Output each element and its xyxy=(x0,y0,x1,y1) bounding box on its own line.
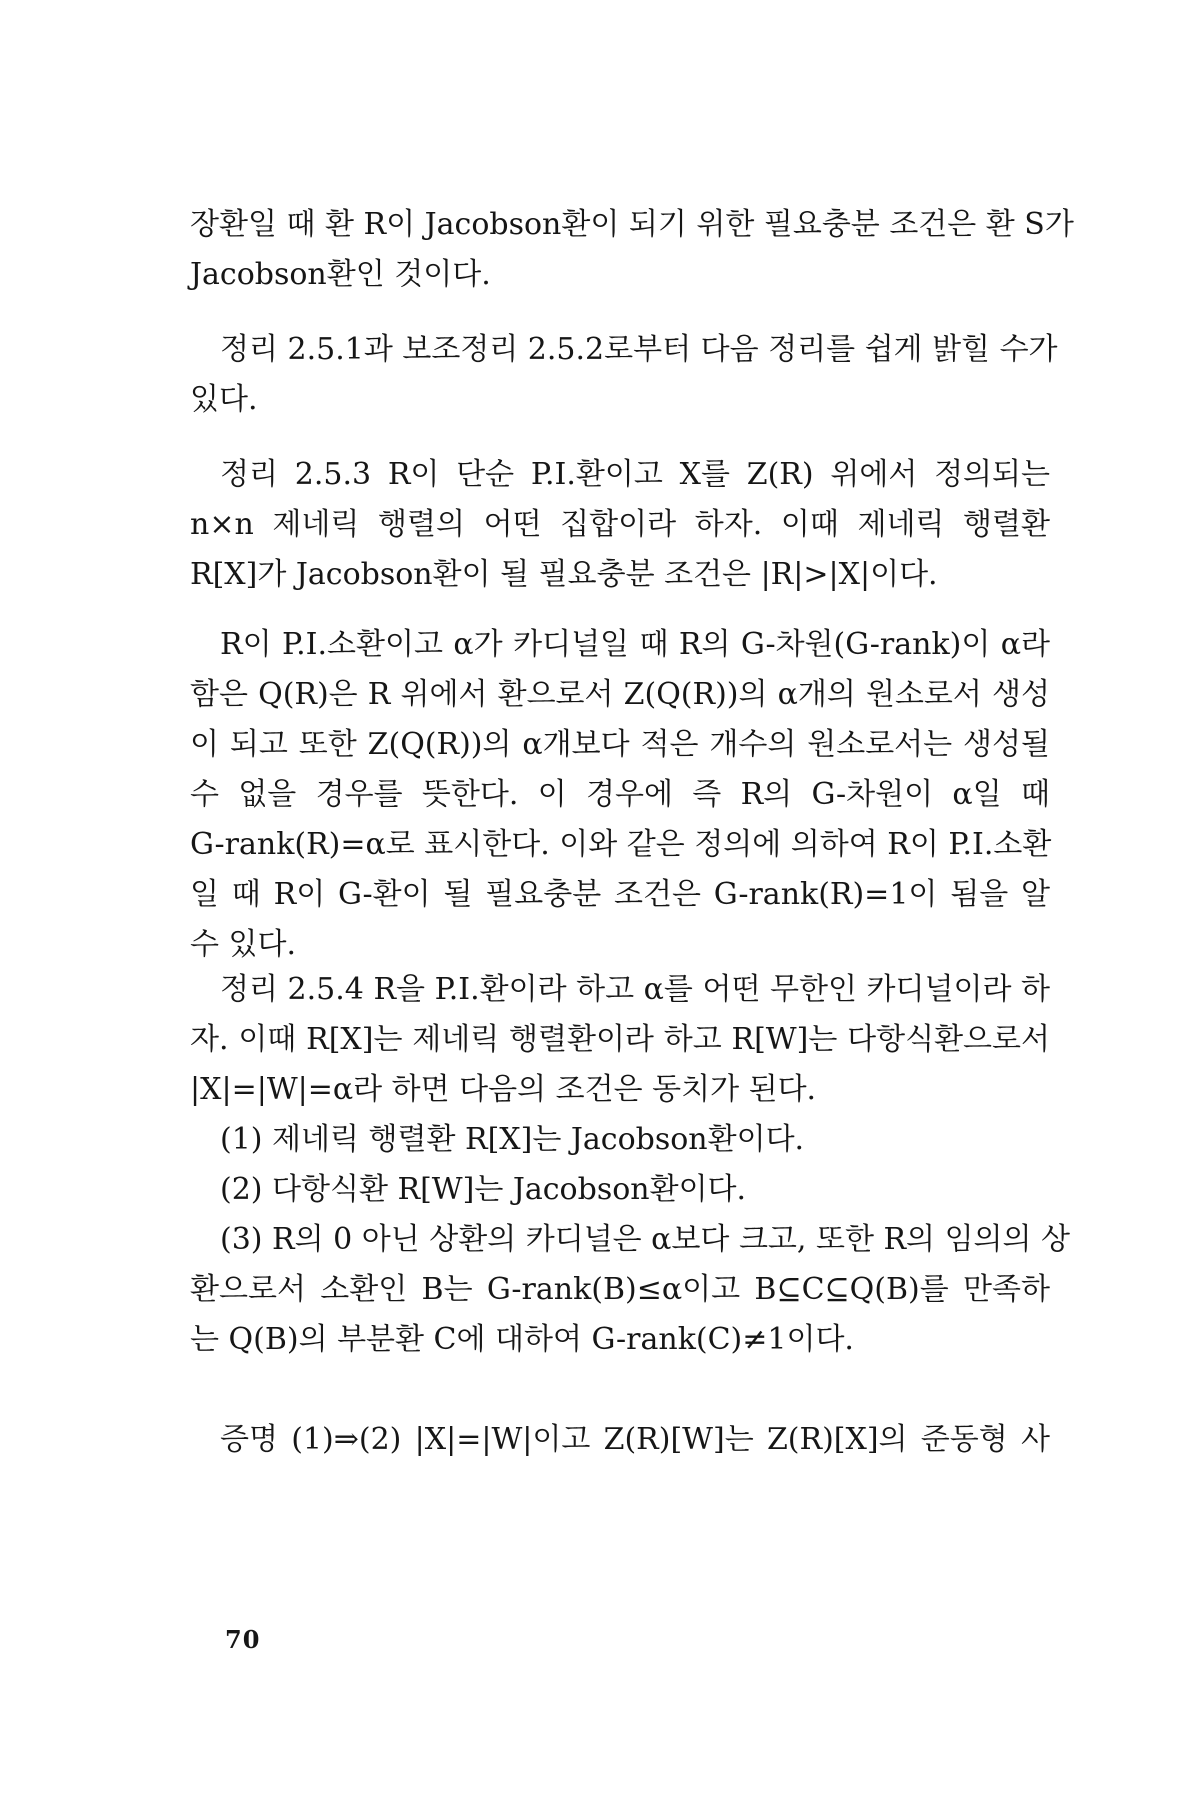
text-line: 정리 2.5.4 R을 P.I.환이라 하고 α를 어떤 무한인 카디널이라 하 xyxy=(220,972,1050,1007)
text-line: 수 없을 경우를 뜻한다. 이 경우에 즉 R의 G-차원이 α일 때 xyxy=(190,777,1050,812)
paragraph-continuation xyxy=(190,200,1074,300)
text-line: R[X]가 Jacobson환이 될 필요충분 조건은 |R|>|X|이다. xyxy=(190,557,938,592)
text-line: 장환일 때 환 R이 Jacobson환이 되기 위한 필요충분 조건은 환 S가 xyxy=(190,207,1074,242)
text-line: G-rank(R)=α로 표시한다. 이와 같은 정의에 의하여 R이 P.I.소환 xyxy=(190,827,1052,862)
page-number: 70 xyxy=(225,1625,261,1654)
text-line: 정리 2.5.3 R이 단순 P.I.환이고 X를 Z(R) 위에서 정의되는 xyxy=(220,457,1050,492)
theorem-2-5-4 xyxy=(190,965,1071,1365)
text-line: 수 있다. xyxy=(190,927,297,962)
text-line: 이 되고 또한 Z(Q(R))의 α개보다 적은 개수의 원소로서는 생성될 xyxy=(190,727,1050,762)
list-item-condition-2: (2) 다항식환 R[W]는 Jacobson환이다. xyxy=(220,1172,747,1207)
text-line: 일 때 R이 G-환이 될 필요충분 조건은 G-rank(R)=1이 됨을 알 xyxy=(190,877,1050,912)
theorem-2-5-3 xyxy=(190,450,1050,600)
proof-start xyxy=(190,1415,1050,1465)
text-line: n×n 제네릭 행렬의 어떤 집합이라 하자. 이때 제네릭 행렬환 xyxy=(190,507,1050,542)
list-item-condition-3: (3) R의 0 아닌 상환의 카디널은 α보다 크고, 또한 R의 임의의 상 xyxy=(220,1222,1071,1257)
text-line: 는 Q(B)의 부분환 C에 대하여 G-rank(C)≠1이다. xyxy=(190,1322,854,1357)
list-item-condition-1: (1) 제네릭 행렬환 R[X]는 Jacobson환이다. xyxy=(220,1122,805,1157)
text-line: |X|=|W|=α라 하면 다음의 조건은 동치가 된다. xyxy=(190,1072,817,1107)
text-line: 있다. xyxy=(190,382,258,417)
text-line: 환으로서 소환인 B는 G-rank(B)≤α이고 B⊆C⊆Q(B)를 만족하 xyxy=(190,1272,1050,1307)
text-line: Jacobson환인 것이다. xyxy=(190,257,491,292)
text-line: 자. 이때 R[X]는 제네릭 행렬환이라 하고 R[W]는 다항식환으로서 xyxy=(190,1022,1050,1057)
text-line: 함은 Q(R)은 R 위에서 환으로서 Z(Q(R))의 α개의 원소로서 생성 xyxy=(190,677,1050,712)
text-line: 증명 (1)⇒(2) |X|=|W|이고 Z(R)[W]는 Z(R)[X]의 준동형 사 xyxy=(220,1422,1050,1457)
paragraph-g-rank-definition xyxy=(190,620,1050,970)
text-line: R이 P.I.소환이고 α가 카디널일 때 R의 G-차원(G-rank)이 α라 xyxy=(220,627,1050,662)
paragraph-intro-theorem xyxy=(190,325,1058,425)
text-line: 정리 2.5.1과 보조정리 2.5.2로부터 다음 정리를 쉽게 밝힐 수가 xyxy=(220,332,1058,367)
